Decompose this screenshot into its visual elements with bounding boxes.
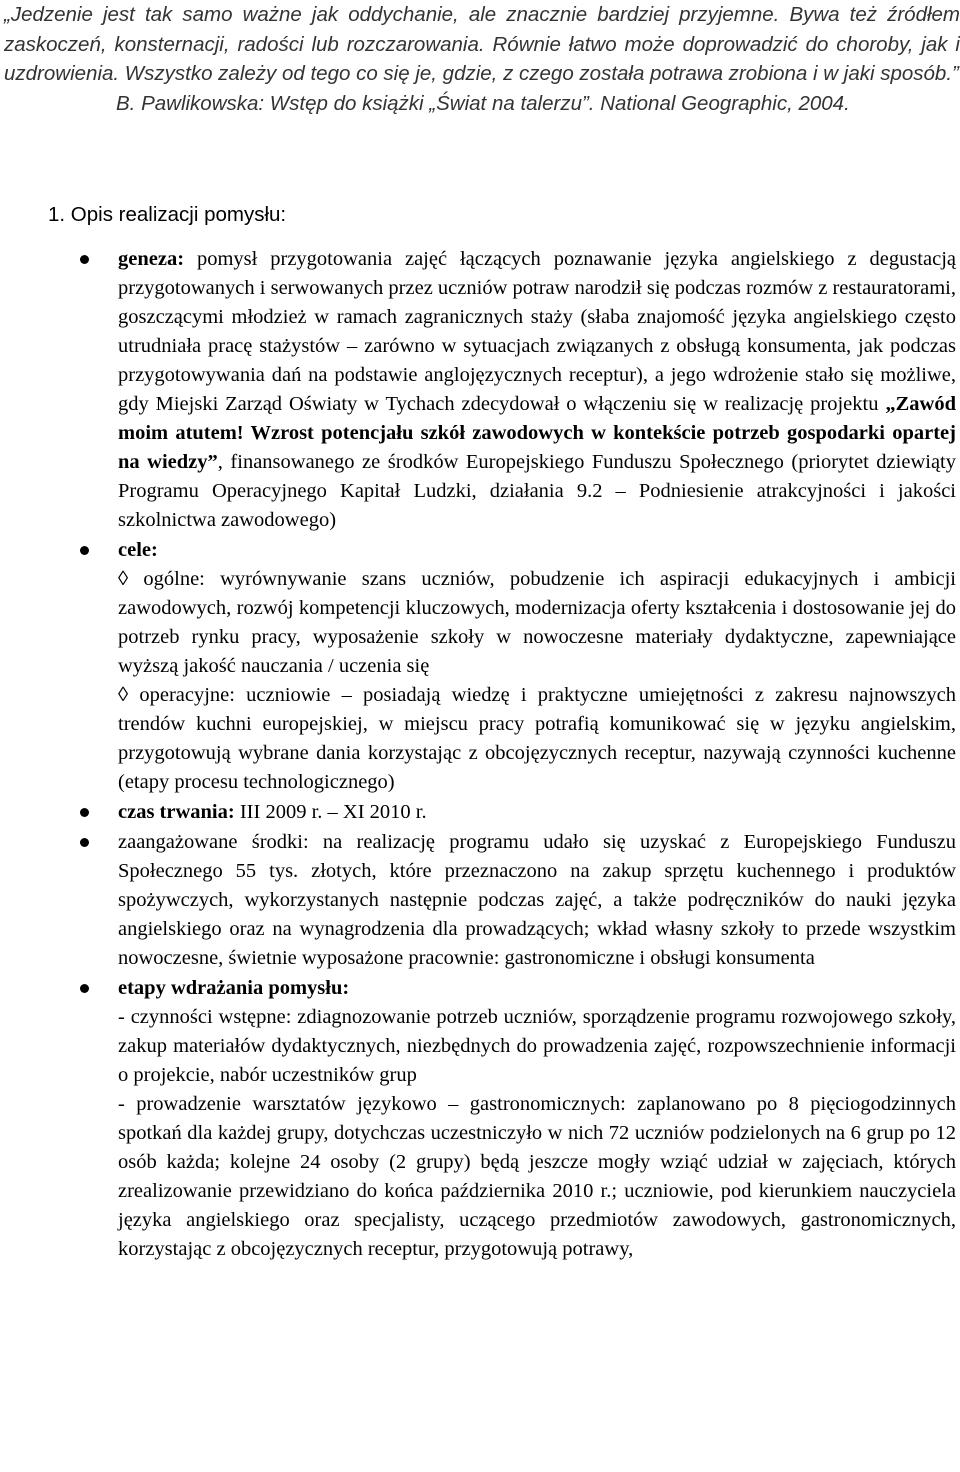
list-item-duration bbox=[0, 798, 956, 827]
goals-operational bbox=[118, 681, 956, 797]
bullet-icon bbox=[80, 808, 89, 817]
project-name: „Zawód moim atutem! Wzrost potencjału szkół zawodowych w kontekście potrzeb gospodarki opartej na wiedzy” bbox=[118, 393, 956, 473]
stage-preliminary: - czynności wstępne: zdiagnozowanie potrzeb uczniów, sporządzenie programu rozwojowego szkoły, zakup materiałów dydaktycznych, niezbędnych do prowadzenia zajęć, rozpowszechnienie informacji o projekcie, nabór uczestników grup bbox=[118, 1006, 956, 1086]
bullet-icon bbox=[80, 255, 89, 264]
list-item-stages bbox=[0, 974, 956, 1264]
genesis-label: geneza: bbox=[118, 248, 185, 270]
duration-label: czas trwania: bbox=[118, 801, 235, 823]
epigraph-quote: „Jedzenie jest tak samo ważne jak oddychanie, ale znacznie bardziej przyjemne. Bywa też źródłem zaskoczeń, konsternacji, radości lub rozczarowania. Równie łatwo może doprowadzić do choroby, jak i uzdrowienia. Wszystko zależy od tego co się je, gdzie, z czego została potrawa zrobiona i w jaki sposób.” bbox=[4, 3, 960, 85]
description-list bbox=[0, 245, 956, 1264]
stages-label: etapy wdrażania pomysłu: bbox=[118, 977, 350, 999]
goals-label: cele: bbox=[118, 539, 158, 561]
stage-workshops: - prowadzenie warsztatów językowo – gastronomicznych: zaplanowano po 8 pięciogodzinnych spotkań dla każdej grupy, dotychczas uczestniczyło w nich 72 uczniów podzielonych na 6 grup po 12 osób każda; kolejne 24 osoby (2 grupy) będą jeszcze mogły wziąć udział w zajęciach, których zrealizowanie przewidziano do końca października 2010 r.; uczniowie, pod kierunkiem nauczyciela języka angielskiego oraz specjalisty, uczącego przedmiotów zawodowych, gastronomicznych, korzystając z obcojęzycznych receptur, przygotowują potrawy, bbox=[118, 1093, 956, 1260]
bullet-icon bbox=[80, 984, 89, 993]
section-title: 1. Opis realizacji pomysłu: bbox=[48, 203, 287, 226]
genesis-tail: , finansowanego ze środków Europejskiego Funduszu Społecznego (priorytet dziewiąty Programu Operacyjnego Kapitał Ludzki, działania 9.2 – Podniesienie atrakcyjności i jakości szkolnictwa zawodowego) bbox=[118, 451, 956, 531]
bullet-icon bbox=[80, 546, 89, 555]
list-item-goals bbox=[0, 536, 956, 797]
duration-text: III 2009 r. – XI 2010 r. bbox=[234, 801, 427, 823]
epigraph-citation: B. Pawlikowska: Wstęp do książki „Świat na talerzu”. National Geographic, 2004. bbox=[116, 91, 850, 115]
funds-paragraph: zaangażowane środki: na realizację programu udało się uzyskać z Europejskiego Funduszu Społecznego 55 tys. złotych, które przeznaczono na zakup sprzętu kuchennego i produktów spożywczych, wykorzystanych następnie podczas zajęć, a także podręczników do nauki języka angielskiego oraz na wynagrodzenia dla prowadzących; wkład własny szkoły to przede wszystkim nowoczesne, świetnie wyposażone pracownie: gastronomiczne i obsługi konsumenta bbox=[118, 831, 956, 969]
duration-paragraph bbox=[118, 798, 956, 827]
diamond-icon: ◊ bbox=[118, 568, 129, 590]
epigraph bbox=[4, 0, 960, 118]
list-item-genesis bbox=[0, 245, 956, 535]
list-item-funds bbox=[0, 828, 956, 973]
goals-operational-text: operacyjne: uczniowie – posiadają wiedzę i praktyczne umiejętności z zakresu najnowszych trendów kuchni europejskiej, w miejscu pracy potrafią komunikować się w języku angielskim, przygotowują wybrane dania korzystając z obcojęzycznych receptur, nazywają czynności kuchenne (etapy procesu technologicznego) bbox=[118, 684, 956, 793]
goals-general bbox=[118, 565, 956, 681]
goals-general-text: ogólne: wyrównywanie szans uczniów, pobudzenie ich aspiracji edukacyjnych i ambicji zawodowych, rozwój kompetencji kluczowych, modernizacja oferty kształcenia i dostosowanie jej do potrzeb rynku pracy, wyposażenie szkoły w nowoczesne materiały dydaktyczne, zapewniające wyższą jakość nauczania / uczenia się bbox=[118, 568, 956, 677]
bullet-icon bbox=[80, 838, 89, 847]
genesis-text: pomysł przygotowania zajęć łączących poznawanie języka angielskiego z degustacją przygotowanych i serwowanych przez uczniów potraw narodził się podczas rozmów z restauratorami, goszczącymi młodzież w ramach zagranicznych staży (słaba znajomość języka angielskiego często utrudniała pracę stażystów – zarówno w sytuacjach związanych z obsługą konsumenta, jak podczas przygotowywania dań na podstawie anglojęzycznych receptur), a jego wdrożenie stało się możliwe, gdy Miejski Zarząd Oświaty w Tychach zdecydował o włączeniu się w realizację projektu bbox=[118, 248, 956, 415]
genesis-paragraph bbox=[118, 245, 956, 535]
diamond-icon: ◊ bbox=[118, 684, 129, 706]
